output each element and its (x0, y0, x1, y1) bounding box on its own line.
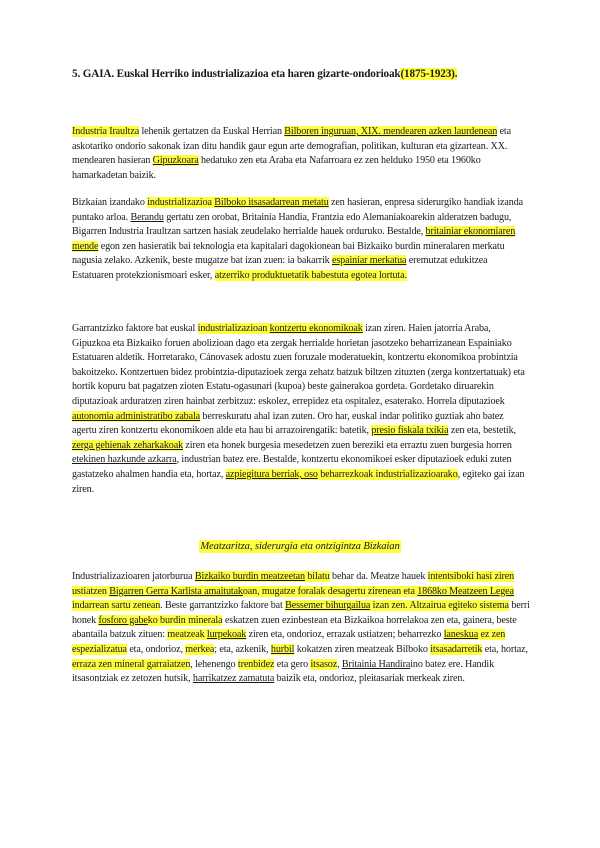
text-run: oan, mugatze foralak desagertu zirenean eta (242, 585, 418, 597)
text-run: presio fiskala txikia (371, 425, 449, 437)
text-run: atzerriko produktuetatik babestuta egotea lortuta. (214, 269, 407, 281)
text-run: , (337, 658, 342, 670)
text-run: Bizkaian izandako (72, 197, 148, 208)
text-run: izan ziren. Haien jatorria Araba, Gipuzkoa eta Bizkaiko foruen abolizioan dago eta zergak herrialde horietan jasotzeko beharrizanean Espainiako Estatuaren aldetik. Horretarako, Cánovasek adostu zuen foruzale moderatuekin, kontzertu ekonomikoa probintzia bakoitzeko. Kontzertuen bidez probintzia-diputazioek zerga zehatz batzuk biltzen zituzten (zerga kontzertatuak) eta hortik kopuru bat pagatzen zioten Estatu-ogasunari (kupoa) beste gainerakoa gordeta. Gordetako diruarekin diputazioak arduratzen ziren hainbat zerbitzuz: eskolez, errepidez eta ospitalez, esaterako. Horrela diputazioek (72, 323, 525, 407)
text-run: gertatu zen orobat, Britainia Handia, Frantzia edo Alemaniakoarekin alderatzen badugu, Bigarren Industria Iraultzan sartzen hasiak zeudelako herrialde hauek orduruko. Bestalde, (72, 211, 512, 238)
text-run: Gipuzkoara (152, 155, 199, 167)
text-run: eta gero (274, 658, 311, 670)
text-run: Bizkaiko burdin meatzeetan (194, 571, 305, 582)
page-title (72, 68, 542, 80)
text-run: lehenik gertatzen da Euskal Herrian (139, 126, 285, 137)
text-run: etekinen hazkunde azkarra (72, 454, 177, 466)
title-dates: (1875-1923). (400, 68, 458, 80)
text-run: zen hasieran, enpresa siderurgiko handiak izanda puntako arloa. (72, 197, 523, 223)
text-run: . Altzairua egiteko sistema (405, 600, 509, 612)
title-main: 5. GAIA. Euskal Herriko industrializazioa eta haren gizarte-ondorioak (72, 68, 401, 80)
text-run: indarrean sartu zenean (72, 600, 161, 612)
text-run: Industria Iraultza (72, 126, 140, 137)
text-run: Bessemer bihurgailua (285, 600, 371, 612)
text-run: merkea (185, 643, 215, 655)
text-run: trenbidez (237, 658, 275, 670)
text-run: laneskua (443, 629, 479, 641)
text-run: erraza zen mineral garraiatzen (72, 658, 191, 670)
text-run: industrializazioan kontzertu ekonomikoak (197, 323, 363, 334)
text-run: . Beste garrantzizko faktore bat (160, 600, 286, 612)
text-run: Industrializazioaren jatorburua (72, 571, 195, 582)
paragraph-2 (72, 196, 530, 284)
text-run: , egiteko gai izan ziren. (72, 468, 525, 495)
text-run: ; eta, azkenik, (214, 643, 271, 655)
section-subtitle (0, 541, 600, 552)
text-run: bilatu (304, 571, 330, 582)
text-run: Britainia Handira (341, 658, 411, 670)
text-run: behar da. Meatze hauek (329, 571, 428, 582)
text-run: eta askotariko ondorio sakonak izan ditu handik gaur egun arte demografian, politikan, kulturan eta gizartean. XX. mendearen hasieran (72, 126, 511, 167)
text-run: harrikatzez zamatuta (192, 673, 275, 685)
text-run: meatzeak (167, 629, 207, 641)
text-run: eta, ondorioz, (126, 643, 186, 655)
text-run: industrializazioa Bilboko itsasadarrean metatu (147, 197, 329, 208)
text-run: Bigarren Gerra Karlista amaitutak (109, 585, 243, 597)
paragraph-1 (72, 125, 530, 183)
text-run: fosforo gabe (98, 614, 148, 626)
text-run: ziren eta honek burgesia mesedetzen zuen bereziki eta errazt​u zuen burgesia horren (183, 439, 512, 451)
text-run: 1868ko Meatzeen Legea (417, 585, 514, 597)
text-run: eremutzat edukitzea Estatuaren protekzionismoari esker, (72, 255, 488, 281)
text-run: lurpekoak (206, 629, 247, 641)
text-run: eskatzen zuen ezinbestean eta Bizkaikoa horrelakoa zen eta, gainera, beste abantaila batzuk zituen: (72, 614, 517, 641)
text-run: itsasoz (310, 658, 338, 670)
text-run: berreskuratu ahal izan zuten. Oro har, euskal indar politiko guztiak aho batez agertu ziren kontzertu ekonomikoen alde eta hau bi arrazoirengatik: batetik, (72, 410, 504, 437)
text-run: egon zen hasieratik bai teknologia eta kapitalari dagokionean bai Bizkaiko burdin mineralaren merkatu nagusia zelako. Azkenik, beste mugatze bat izan zuen: ia bakarrik (72, 240, 505, 267)
text-run: berri honek (72, 600, 530, 626)
text-run: britainiar ekonomiaren mende (72, 226, 516, 252)
text-run: kokatzen ziren meatzeak Bilboko (294, 643, 431, 655)
paragraph-3 (72, 322, 530, 497)
text-run: autonomia administratibo zabala (72, 410, 201, 422)
text-run: ko burdin minerala (147, 614, 223, 626)
text-run: zerga gehienak zeharkakoak (72, 439, 184, 451)
text-run: izan zen (370, 600, 406, 612)
text-run: zen eta, bestetik, (448, 425, 516, 437)
text-run: ez zen espezializatua (72, 629, 506, 655)
text-run: ino batez ere. Handik itsasontziak ez zetozen hutsik, (72, 658, 495, 685)
text-run: azpiegitura berriak, oso beharrezkoak industrializazioarako (225, 468, 458, 480)
section-subtitle-text: Meatzaritza, siderurgia eta ontzigintza Bizkaian (200, 541, 400, 552)
text-run: Berandu (130, 211, 164, 223)
text-run: eta, hortaz, (482, 643, 528, 655)
paragraph-4 (72, 570, 530, 687)
text-run: hurbil (270, 643, 295, 655)
text-run: baizik eta, ondorioz, pleitasariak merkeak ziren. (274, 673, 465, 685)
text-run: intentsiboki hasi ziren ustiatzen (72, 571, 515, 597)
text-run: hedatuko zen eta Araba eta Nafarroara ez zen helduko 1950 eta 1960ko hamarkadetan baizik. (72, 155, 481, 181)
text-run: Garrantzizko faktore bat euskal (72, 323, 198, 334)
text-run: Bilboren inguruan, XIX. mendearen azken laurdenean (284, 126, 498, 137)
text-run: ziren eta, ondorioz, errazak ustiatzen; beharrezko (246, 629, 444, 641)
text-run: , lehenengo (190, 658, 238, 670)
text-run: espainiar merkatua (332, 255, 407, 267)
text-run: itsasadarretik (430, 643, 483, 655)
text-run: , industrian batez ere. Bestalde, kontzertu ekonomikoei esker diputazioek eduki zuten gastatzeko ahalmen handia eta, hortaz, (72, 454, 512, 480)
